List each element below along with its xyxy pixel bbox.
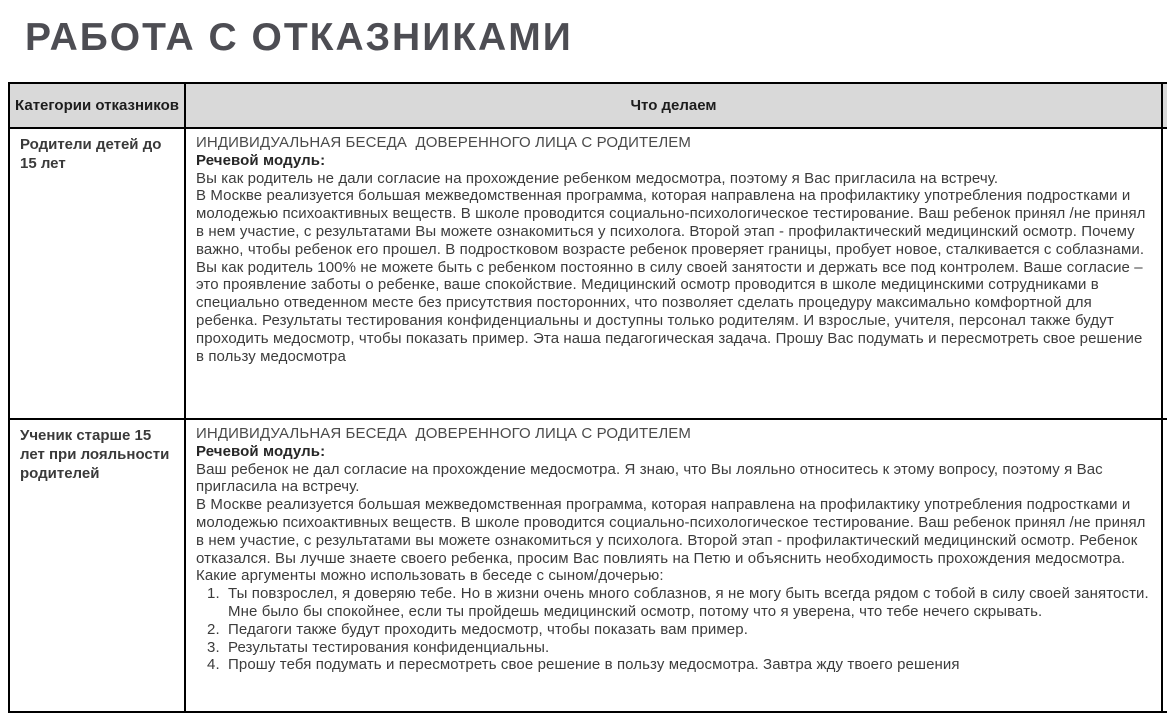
header-extra xyxy=(1162,83,1167,128)
speech-paragraph: Вы как родитель не дали согласие на прохождение ребенком медосмотра, поэтому я Вас пригласила на встречу. xyxy=(196,169,999,187)
list-item: 4. Прошу тебя подумать и пересмотреть свое решение в пользу медосмотра. Завтра жду твоего решения xyxy=(224,656,1151,674)
speech-paragraph: В Москве реализуется большая межведомственная программа, которая направлена на профилактику употребления подростками и молодежью психоактивных веществ. В школе проводится социально-психологическое тестирование. Ваш ребенок принял /не принял в нем участие, с результатами Вы можете ознакомиться у психолога. Второй этап - профилактический медицинский осмотр. Почему важно, чтобы ребенок его прошел. В подростковом возрасте ребенок проверяет границы, пробует новое, сталкивается с соблазнами. Вы как родитель 100% не можете быть с ребенком постоянно в силу своей занятости и держать все под контролем. Ваше согласие – это проявление заботы о ребенке, ваше спокойствие. Медицинский осмотр проводится в школе медицинскими сотрудниками в специально отведенном месте без присутствия посторонних, что позволяет сделать процедуру максимально комфортной для ребенка. Результаты тестирования конфиденциальны и доступны только родителям. И взрослые, учителя, персонал также будут проходить медосмотр, чтобы показать пример. Эта наша педагогическая задача. Прошу Вас подумать и пересмотреть свое решение в пользу медосмотра xyxy=(196,187,1146,365)
actions-cell xyxy=(185,128,1162,419)
list-item: 1. Ты повзрослел, я доверяю тебе. Но в жизни очень много соблазнов, я не могу быть всегда рядом с тобой в силу своей занятости. Мне было бы спокойнее, если ты пройдешь медицинский осмотр, потому что я уверена, что тебе нечего скрывать. xyxy=(224,585,1151,621)
table-header-row xyxy=(9,83,1167,128)
list-item: 2. Педагоги также будут проходить медосмотр, чтобы показать вам пример. xyxy=(224,621,1151,639)
arguments-list xyxy=(196,585,1151,674)
actions-cell xyxy=(185,419,1162,712)
speech-heading: ИНДИВИДУАЛЬНАЯ БЕСЕДА ДОВЕРЕННОГО ЛИЦА С РОДИТЕЛЕМ xyxy=(196,134,691,151)
header-categories: Категории отказников xyxy=(9,83,185,128)
page-title: РАБОТА С ОТКАЗНИКАМИ xyxy=(25,16,573,59)
refuseniks-table-wrap xyxy=(8,82,1167,713)
speech-module-label: Речевой модуль: xyxy=(196,442,326,460)
header-actions: Что делаем xyxy=(185,83,1162,128)
extra-cell xyxy=(1162,419,1167,712)
category-cell: Ученик старше 15 лет при лояльности родителей xyxy=(9,419,185,712)
speech-paragraph: В Москве реализуется большая межведомственная программа, которая направлена на профилактику употребления подростками и молодежью психоактивных веществ. В школе проводится социально-психологическое тестирование. Ваш ребенок принял /не принял в нем участие, с результатами вы можете ознакомиться у психолога. Второй этап - профилактический медицинский осмотр. Ребенок отказался. Вы лучше знаете своего ребенка, просим Вас повлиять на Петю и объяснить необходимость прохождения медосмотра. Какие аргументы можно использовать в беседе с сыном/дочерью: xyxy=(196,496,1146,585)
speech-module-label: Речевой модуль: xyxy=(196,151,326,169)
list-item: 3. Результаты тестирования конфиденциальны. xyxy=(224,639,1151,657)
category-cell: Родители детей до 15 лет xyxy=(9,128,185,419)
speech-heading: ИНДИВИДУАЛЬНАЯ БЕСЕДА ДОВЕРЕННОГО ЛИЦА С РОДИТЕЛЕМ xyxy=(196,425,691,442)
table-row-parents-under-15 xyxy=(9,128,1167,419)
extra-cell xyxy=(1162,128,1167,419)
refuseniks-table xyxy=(8,82,1167,713)
speech-paragraph: Ваш ребенок не дал согласие на прохождение медосмотра. Я знаю, что Вы лояльно относитесь к этому вопросу, поэтому я Вас пригласила на встречу. xyxy=(196,460,1103,496)
table-row-student-over-15 xyxy=(9,419,1167,712)
